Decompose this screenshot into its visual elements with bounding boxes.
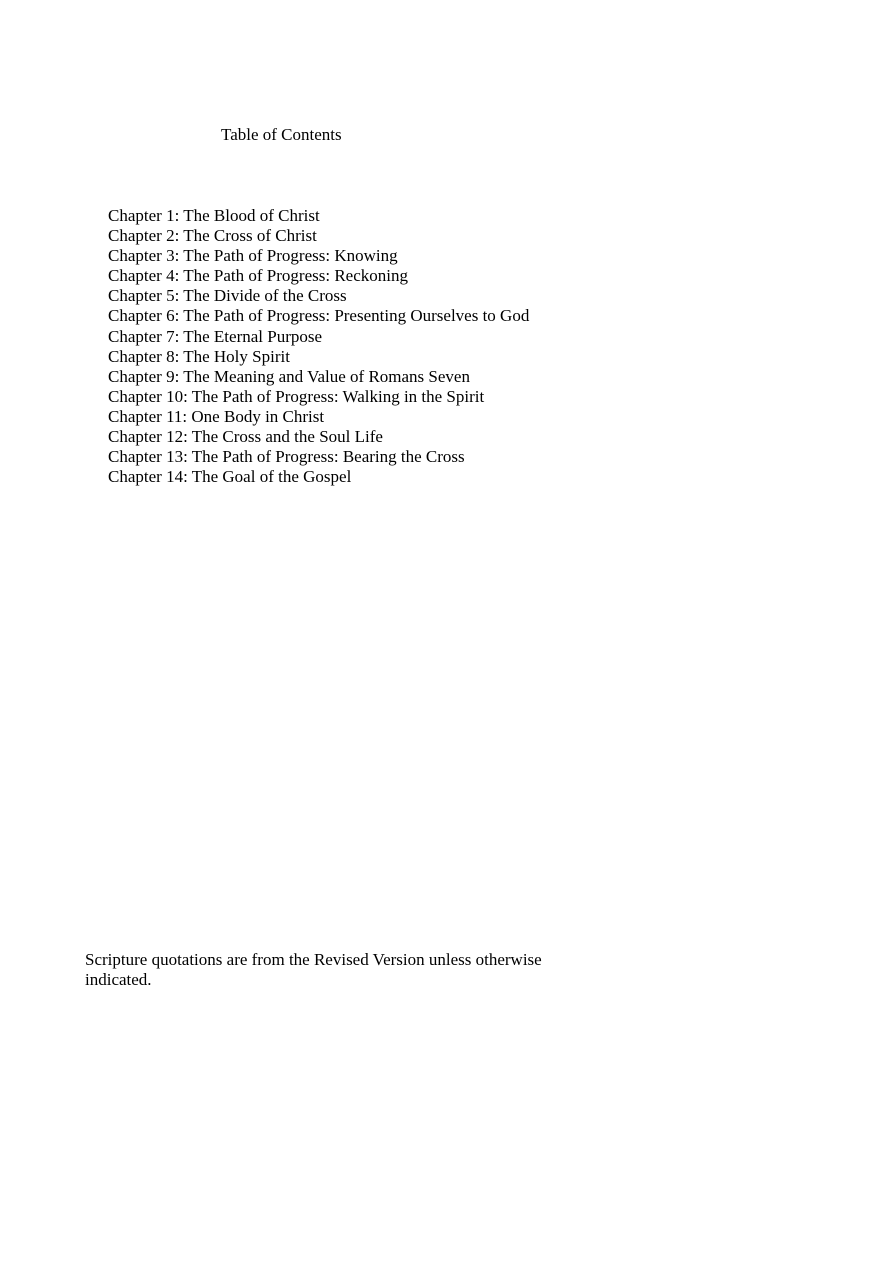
toc-item-chapter-8: Chapter 8: The Holy Spirit — [108, 346, 290, 366]
toc-item-chapter-9: Chapter 9: The Meaning and Value of Romans Seven — [108, 366, 470, 386]
toc-item-chapter-2: Chapter 2: The Cross of Christ — [108, 226, 317, 246]
toc-item-chapter-6: Chapter 6: The Path of Progress: Presenting Ourselves to God — [108, 306, 530, 326]
toc-item-chapter-13: Chapter 13: The Path of Progress: Bearing the Cross — [108, 447, 465, 467]
toc-item-chapter-7: Chapter 7: The Eternal Purpose — [108, 326, 323, 346]
scripture-note: Scripture quotations are from the Revised Version unless otherwise indicated. — [85, 950, 542, 989]
toc-item-chapter-11: Chapter 11: One Body in Christ — [108, 406, 325, 426]
toc-item-chapter-4: Chapter 4: The Path of Progress: Reckoning — [108, 266, 408, 286]
toc-item-chapter-1: Chapter 1: The Blood of Christ — [108, 206, 320, 225]
toc-item-chapter-5: Chapter 5: The Divide of the Cross — [108, 286, 347, 306]
toc-item-chapter-12: Chapter 12: The Cross and the Soul Life — [108, 427, 383, 447]
toc-item-chapter-10: Chapter 10: The Path of Progress: Walking in the Spirit — [108, 386, 485, 406]
toc-title: Table of Contents — [221, 125, 342, 144]
toc-item-chapter-14: Chapter 14: The Goal of the Gospel — [108, 467, 352, 487]
toc-item-chapter-3: Chapter 3: The Path of Progress: Knowing — [108, 246, 398, 266]
toc-list — [108, 206, 529, 487]
